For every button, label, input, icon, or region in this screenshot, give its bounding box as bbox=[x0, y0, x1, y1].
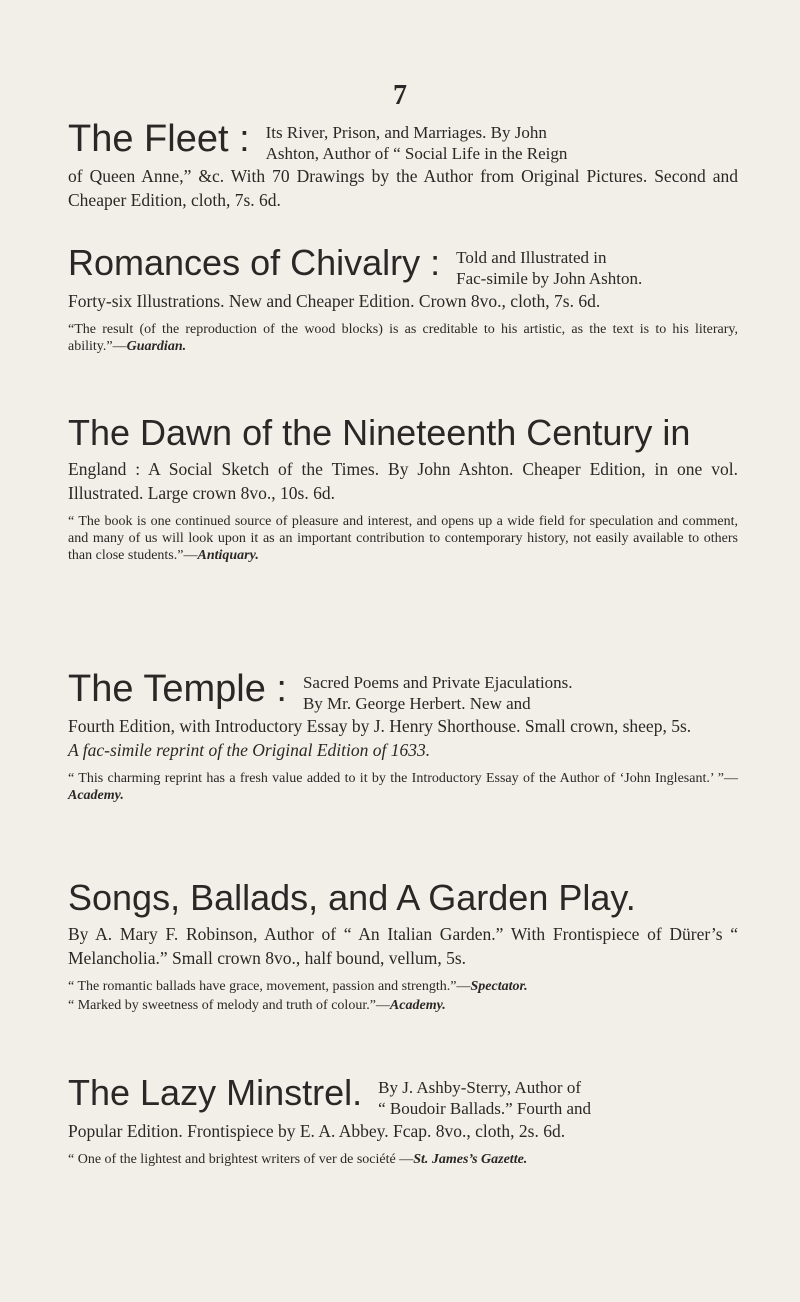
quote-text: “ One of the lightest and brightest writers of ver de société — bbox=[68, 1152, 414, 1167]
quote-text: “ This charming reprint has a fresh value added to it by the Introductory Essay of the Author of ‘John Inglesant.’ ”— bbox=[68, 771, 738, 786]
page-number: 7 bbox=[393, 80, 407, 111]
entry-body: By A. Mary F. Robinson, Author of “ An Italian Garden.” With Frontispiece of Dürer’s “ Melancholia.” Small crown 8vo., half bound, vellum, 5s. bbox=[68, 924, 738, 968]
quote-text: “The result (of the reproduction of the wood blocks) is as creditable to his artistic, as the text is to his literary, ability.”— bbox=[68, 322, 738, 354]
head-line: By Mr. George Herbert. New and bbox=[302, 694, 531, 713]
entry-head bbox=[68, 120, 738, 164]
review-quote bbox=[68, 770, 738, 804]
review-quote bbox=[68, 997, 738, 1014]
quote-text: “ Marked by sweetness of melody and truth of colour.”— bbox=[68, 998, 390, 1013]
head-line: Sacred Poems and Private Ejaculations. bbox=[302, 673, 573, 692]
entry-head bbox=[68, 242, 738, 289]
entry-body: England : A Social Sketch of the Times. By John Ashton. Cheaper Edition, in one vol. Illustrated. Large crown 8vo., 10s. 6d. bbox=[68, 459, 738, 503]
entry-head-desc bbox=[266, 120, 691, 164]
quote-text: “ The book is one continued source of pleasure and interest, and opens up a wide field for speculation and comment, and many of us will look upon it as an important contribution to contemporary history, not easily available to others than close students.”— bbox=[68, 514, 738, 563]
entry-body: Popular Edition. Frontispiece by E. A. Abbey. Fcap. 8vo., cloth, 2s. 6d. bbox=[68, 1121, 566, 1141]
head-line: Told and Illustrated in bbox=[456, 248, 607, 267]
entry-head-desc bbox=[303, 670, 718, 714]
entry-songs-ballads-and-a-garden-play bbox=[68, 877, 738, 1014]
review-quote bbox=[68, 321, 738, 355]
entry-the-temple bbox=[68, 670, 738, 804]
entry-title: Songs, Ballads, and A Garden Play. bbox=[68, 877, 636, 918]
head-line: By J. Ashby-Sterry, Author of bbox=[378, 1078, 582, 1097]
entry-the-fleet bbox=[68, 120, 738, 212]
entry-head-desc bbox=[456, 245, 686, 289]
entry-italic-note: A fac-simile reprint of the Original Edition of 1633. bbox=[68, 740, 431, 760]
review-quote bbox=[68, 513, 738, 564]
quote-source: Academy. bbox=[389, 998, 446, 1013]
entry-title: The Fleet : bbox=[68, 118, 250, 160]
quote-source: Antiquary. bbox=[197, 548, 259, 563]
entry-body: of Queen Anne,” &c. With 70 Drawings by the Author from Original Pictures. Second and Cheaper Edition, cloth, 7s. 6d. bbox=[68, 166, 738, 210]
entry-title: The Temple : bbox=[68, 668, 287, 710]
head-line: “ Boudoir Ballads.” Fourth and bbox=[378, 1099, 592, 1118]
entry-head bbox=[68, 670, 738, 714]
entry-title: The Dawn of the Nineteenth Century in bbox=[68, 412, 691, 453]
quote-source: Academy. bbox=[68, 788, 124, 803]
quote-source: Spectator. bbox=[470, 979, 528, 994]
entry-romances-of-chivalry bbox=[68, 242, 738, 355]
entry-the-lazy-minstrel bbox=[68, 1072, 738, 1168]
quote-source: St. James’s Gazette. bbox=[413, 1152, 528, 1167]
entry-the-dawn-of-the-nineteenth-century bbox=[68, 412, 738, 564]
entry-title: The Lazy Minstrel. bbox=[68, 1072, 363, 1113]
head-line: Fac-simile by John Ashton. bbox=[456, 269, 643, 288]
quote-source: Guardian. bbox=[126, 339, 187, 354]
head-line: Its River, Prison, and Marriages. By John bbox=[265, 123, 547, 142]
entry-head bbox=[68, 1072, 738, 1119]
review-quote bbox=[68, 978, 738, 995]
entry-body: Fourth Edition, with Introductory Essay by J. Henry Shorthouse. Small crown, sheep, 5s. bbox=[68, 716, 692, 736]
entry-body: Forty-six Illustrations. New and Cheaper Edition. Crown 8vo., cloth, 7s. 6d. bbox=[68, 291, 601, 311]
head-line: Ashton, Author of “ Social Life in the Reign bbox=[265, 144, 568, 163]
entry-title: Romances of Chivalry : bbox=[68, 242, 441, 283]
quote-text: “ The romantic ballads have grace, movement, passion and strength.”— bbox=[68, 979, 471, 994]
review-quote bbox=[68, 1151, 738, 1168]
entry-head-desc bbox=[378, 1075, 678, 1119]
